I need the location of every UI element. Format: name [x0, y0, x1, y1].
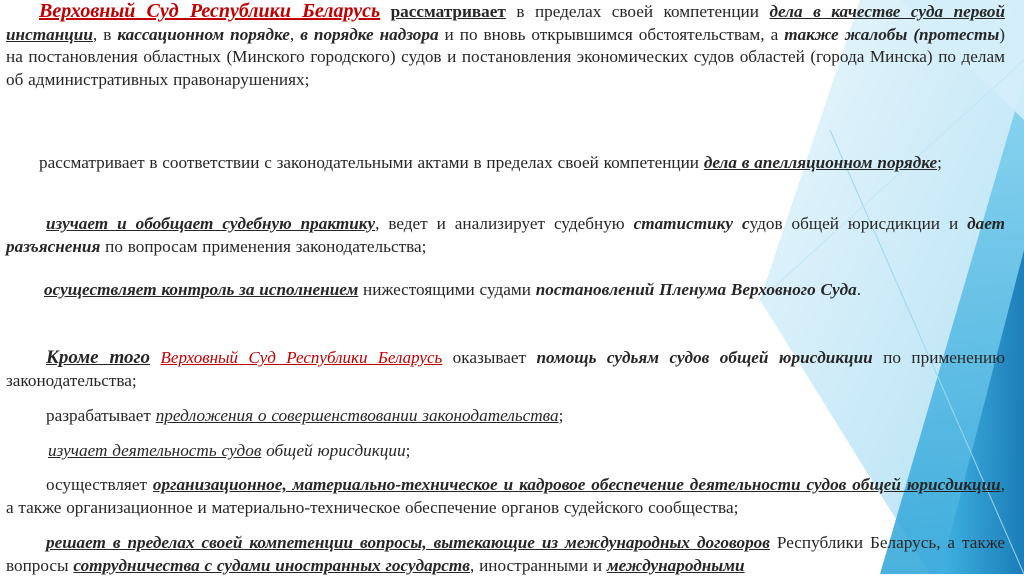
- text-span: в пределах своей компетенции: [505, 2, 770, 21]
- complaints-text: также жалобы (протесты: [784, 24, 1000, 44]
- cases-first-instance: дела в качестве суда первой инстанции: [6, 2, 1005, 44]
- paragraph-support: [6, 474, 1005, 519]
- support-text: организационное, материально-техническое и кадровое обеспечение деятельности судов общей юрисдикции: [152, 475, 1001, 494]
- plenum-text: постановлений Пленума Верховного Суда: [535, 280, 857, 299]
- paragraph-besides: [6, 347, 1005, 392]
- text-span: оказывает: [442, 348, 537, 367]
- paragraph-practice: [6, 213, 1005, 258]
- text-span: ) на постановления областных (Минского городского) судов и постановления экономических судов областей (города Минска) по делам об административных правонарушениях;: [6, 24, 1005, 89]
- appeal-cases-text: дела в апелляционном порядке: [703, 153, 938, 172]
- text-span: по вопросам применения законодательства;: [100, 236, 427, 256]
- general-jurisdiction-text: общей юрисдикции: [266, 441, 406, 460]
- text-span: и по вновь открывшимся обстоятельствам, а: [438, 24, 785, 44]
- cooperation-text: сотрудничества с судами иностранных государств: [73, 555, 470, 575]
- control-text: осуществляет контроль за исполнением: [44, 280, 359, 299]
- paragraph-activity: [6, 440, 1005, 463]
- studies-practice-text: изучает и обобщает судебную практику: [46, 214, 376, 233]
- text-span: рассматривает в соответствии с законодательными актами в пределах своей компетенции: [39, 153, 704, 172]
- text-span: удов общей юрисдикции и: [749, 214, 968, 233]
- considers-text: рассматривает: [390, 2, 506, 21]
- text-span: , в: [92, 24, 118, 44]
- cassation-text: кассационном порядке: [117, 24, 290, 44]
- supervision-text: в порядке надзора: [300, 24, 439, 44]
- text-span: .: [856, 280, 862, 299]
- text-span: по применению законодательства;: [6, 348, 1005, 390]
- paragraph-control: [6, 279, 1005, 302]
- text-span: ,: [289, 24, 301, 44]
- paragraph-international: [6, 532, 1005, 577]
- court-name-secondary: Верховный Суд Республики Беларусь: [160, 348, 443, 367]
- studies-activity-text: изучает деятельность судов: [48, 441, 262, 460]
- text-span: , ведет и анализирует судебную: [375, 214, 634, 233]
- besides-text: Кроме того: [46, 347, 151, 368]
- paragraph-first-instance: [6, 0, 1005, 91]
- international-treaties-text: решает в пределах своей компетенции вопросы, вытекающие из международных договоров: [46, 533, 770, 552]
- text-span: ;: [937, 153, 942, 172]
- text-span: Республики Беларусь, а также вопросы: [6, 533, 1005, 575]
- text-span: осуществляет: [46, 475, 153, 494]
- statistics-text: статистику с: [633, 214, 750, 233]
- text-span: ;: [558, 406, 564, 425]
- text-span: разрабатывает: [46, 406, 156, 425]
- explanations-text: дает разъяснения: [6, 214, 1006, 256]
- proposals-text: предложения о совершенствовании законодательства: [155, 406, 559, 425]
- text-span: , а также организационное и материально-техническое обеспечение органов судейского сообщества;: [6, 475, 1005, 517]
- paragraph-proposals: [6, 405, 1005, 428]
- text-span: , иностранными и: [469, 555, 607, 575]
- court-name-heading: Верховный Суд Республики Беларусь: [39, 0, 381, 22]
- help-judges-text: помощь судьям судов общей юрисдикции: [536, 348, 873, 367]
- international-text: международными: [606, 555, 745, 575]
- paragraph-appeal: [6, 152, 1005, 175]
- text-span: ;: [405, 441, 411, 460]
- text-span: нижестоящими судами: [358, 280, 536, 299]
